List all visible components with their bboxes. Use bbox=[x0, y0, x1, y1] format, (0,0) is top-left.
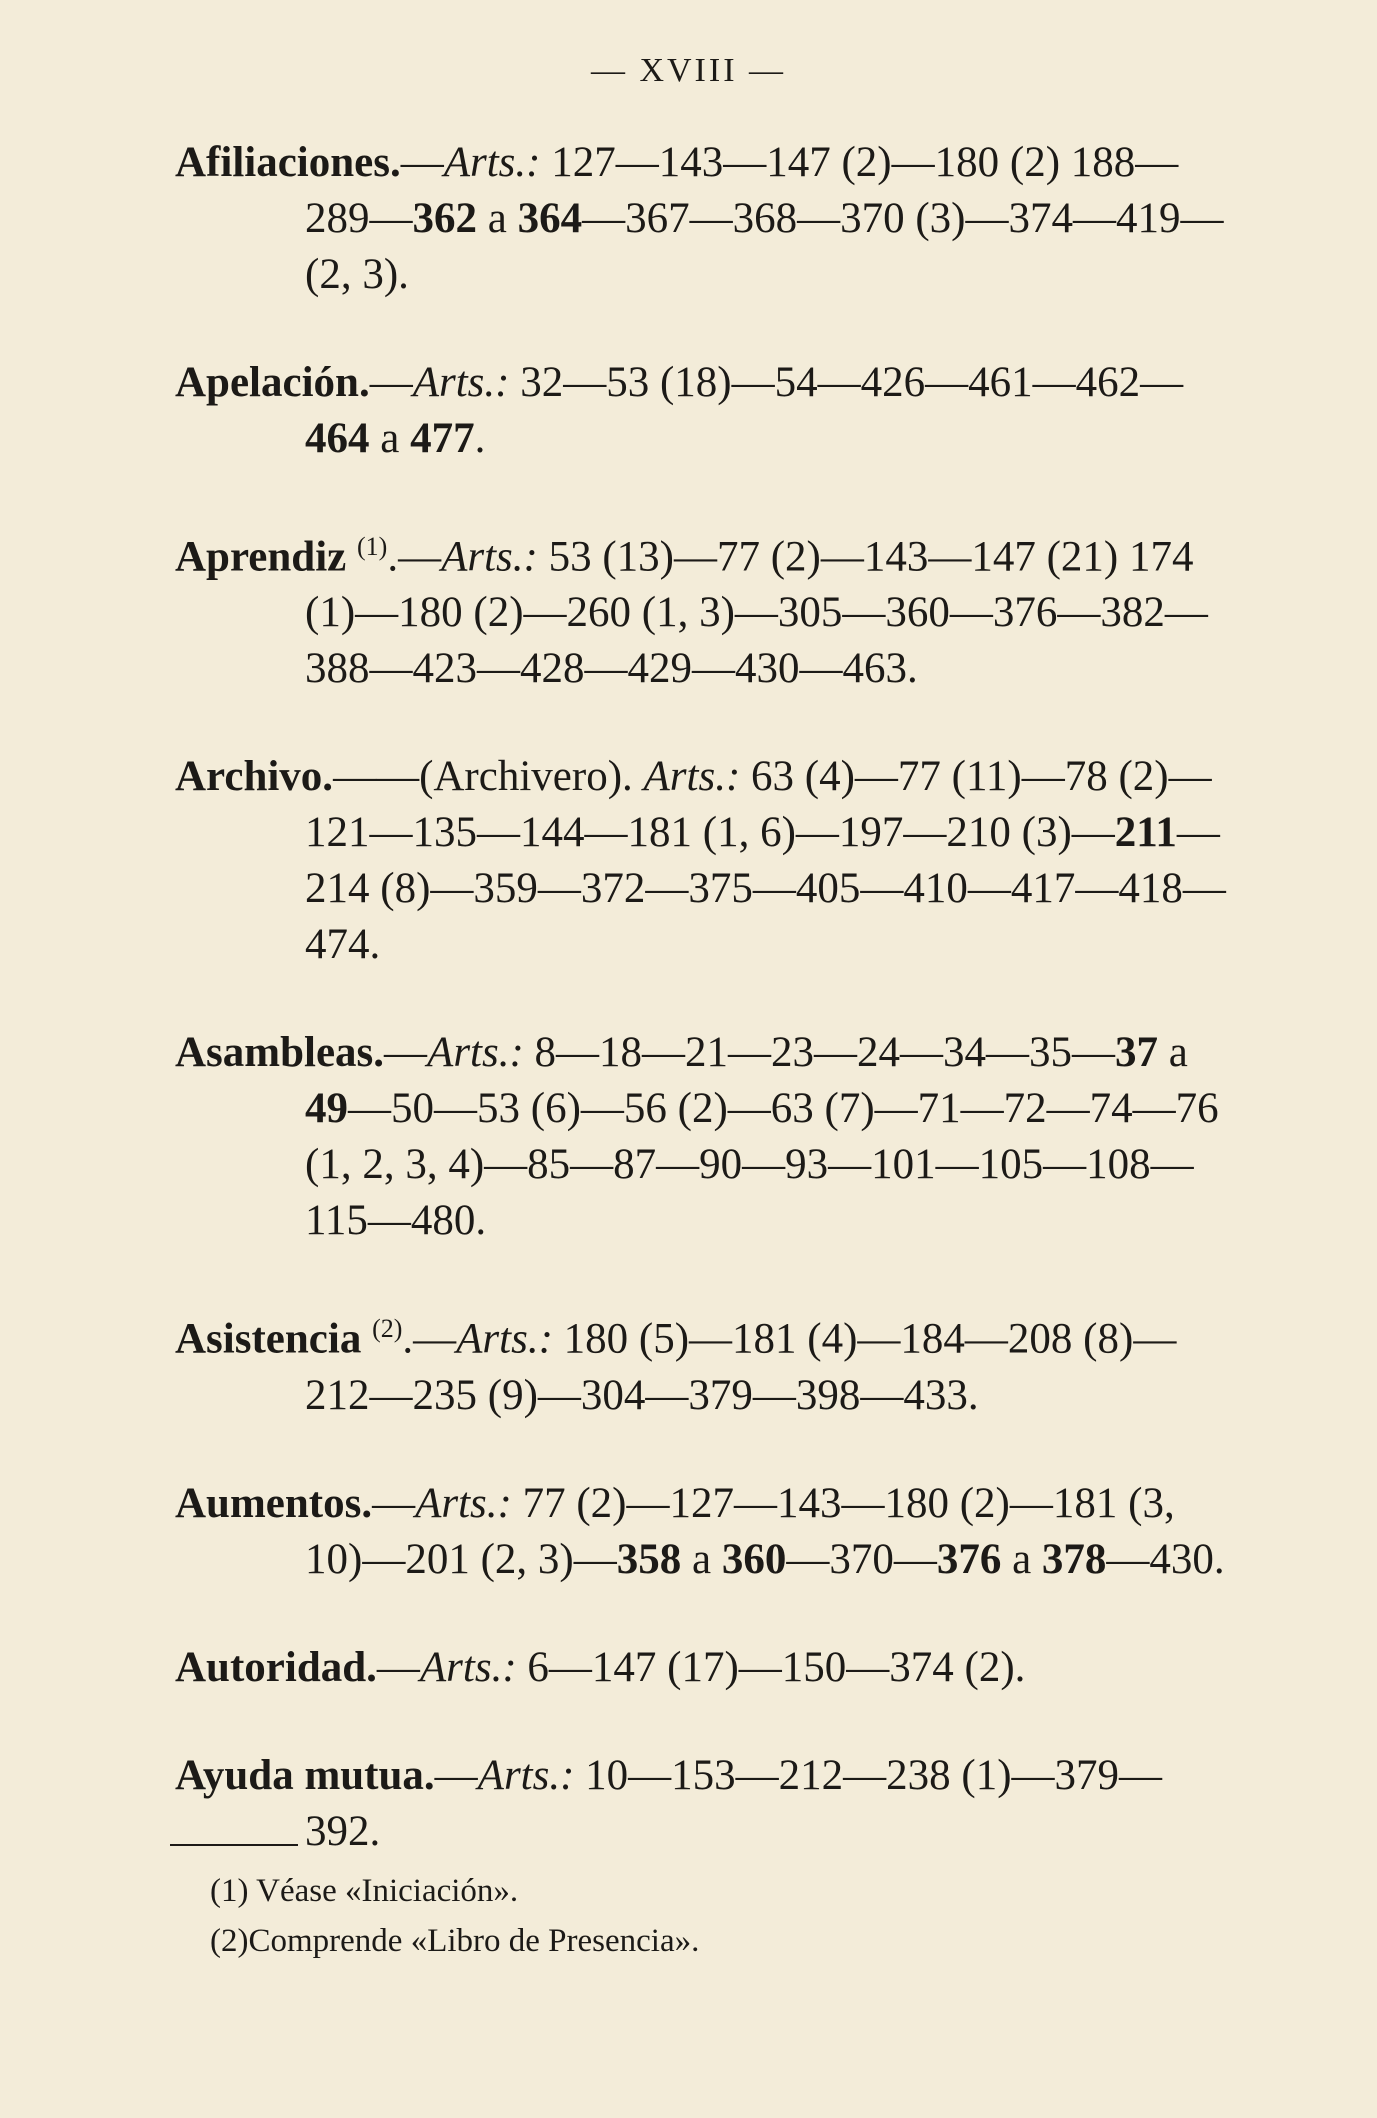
article-range-bold: 37 bbox=[1115, 1029, 1159, 1077]
article-range-bold: 358 bbox=[616, 1535, 682, 1583]
entry-term: Asistencia bbox=[175, 1315, 362, 1363]
entry-term: Aprendiz bbox=[175, 533, 347, 581]
article-list: 6—147 (17)—150—374 (2). bbox=[516, 1643, 1026, 1691]
index-entry: Ayuda mutua.—Arts.: 10—153—212—238 (1)—379—392. bbox=[175, 1751, 1163, 1855]
index-entry: Asistencia $^{(2)}$.—Arts.: 180 (5)—181 (4)—184—208 (8)—212—235 (9)—304—379—398—433. bbox=[175, 1314, 1177, 1419]
article-list: a bbox=[369, 415, 411, 462]
article-list: —214 (8)—359—372—375—405—410—417—418—474. bbox=[305, 809, 1226, 969]
index-entry: Afiliaciones.—Arts.: 127—143—147 (2)—180 (2) 188—289—362 a 364—367—368—370 (3)—374—419—(2, 3). bbox=[175, 139, 1224, 298]
arts-label: Arts.: bbox=[477, 1751, 575, 1799]
index-entry: Aprendiz $^{(1)}$.—Arts.: 53 (13)—77 (2)—143—147 (21) 174 (1)—180 (2)—260 (1, 3)—305—360—376—382—388—423—428—429—430—463. bbox=[175, 532, 1208, 693]
footnote: (1) Véase «Iniciación». bbox=[210, 1873, 519, 1909]
entry-term: Afiliaciones. bbox=[175, 139, 401, 186]
article-range-bold: 477 bbox=[410, 415, 475, 462]
article-range-bold: 360 bbox=[721, 1535, 787, 1583]
article-range-bold: 211 bbox=[1114, 809, 1177, 857]
arts-label: Arts.: bbox=[443, 139, 541, 186]
arts-label: Arts.: bbox=[441, 533, 538, 581]
article-list: 8—18—21—23—24—34—35— bbox=[523, 1029, 1116, 1077]
article-list: 63 (4)—77 (11)—78 (2)—121—135—144—181 (1, 6)—197—210 (3)— bbox=[305, 753, 1212, 857]
arts-label: Arts.: bbox=[419, 1643, 517, 1691]
index-entry: Apelación.—Arts.: 32—53 (18)—54—426—461—462—464 a 477. bbox=[175, 359, 1184, 462]
article-list: a bbox=[1158, 1029, 1188, 1077]
index-entry: Aumentos.—Arts.: 77 (2)—127—143—180 (2)—181 (3, 10)—201 (2, 3)—358 a 360—370—376 a 378—430. bbox=[175, 1479, 1225, 1583]
article-list: —367—368—370 (3)—374—419—(2, 3). bbox=[305, 195, 1224, 298]
footnote-rule bbox=[170, 1844, 298, 1846]
footnote-ref: (1) bbox=[356, 532, 388, 561]
footnote: (2)Comprende «Libro de Presencia». bbox=[210, 1923, 700, 1959]
entry-term: Apelación. bbox=[175, 359, 370, 406]
article-list: a bbox=[1001, 1535, 1042, 1583]
entry-see-also: —(Archivero). bbox=[376, 753, 644, 801]
article-list: . bbox=[474, 415, 486, 462]
arts-label: Arts.: bbox=[643, 753, 741, 801]
article-list: 32—53 (18)—54—426—461—462— bbox=[509, 359, 1184, 406]
entry-term: Asambleas. bbox=[175, 1029, 385, 1077]
article-list: 53 (13)—77 (2)—143—147 (21) 174 (1)—180 (2)—260 (1, 3)—305—360—376—382—388—423—428—429—430—463. bbox=[305, 533, 1208, 693]
footnotes bbox=[210, 1866, 699, 1966]
article-list: —430. bbox=[1106, 1535, 1225, 1583]
page-header: — XVIII — bbox=[590, 52, 787, 89]
article-list: 10—153—212—238 (1)—379—392. bbox=[305, 1751, 1163, 1855]
article-list: 180 (5)—181 (4)—184—208 (8)—212—235 (9)—304—379—398—433. bbox=[305, 1315, 1177, 1419]
article-range-bold: 464 bbox=[305, 415, 370, 462]
arts-label: Arts.: bbox=[415, 1479, 512, 1527]
article-range-bold: 49 bbox=[305, 1085, 348, 1133]
article-range-bold: 362 bbox=[412, 195, 477, 242]
arts-label: Arts.: bbox=[456, 1315, 553, 1363]
arts-label: Arts.: bbox=[412, 359, 510, 406]
article-range-bold: 364 bbox=[517, 195, 583, 242]
arts-label: Arts.: bbox=[427, 1029, 524, 1077]
article-range-bold: 376 bbox=[936, 1535, 1002, 1583]
entry-term: Aumentos. bbox=[175, 1479, 373, 1527]
article-list: a bbox=[681, 1535, 722, 1583]
article-list: —50—53 (6)—56 (2)—63 (7)—71—72—74—76 (1, 2, 3, 4)—85—87—90—93—101—105—108—115—480. bbox=[305, 1085, 1219, 1245]
entry-term: Ayuda mutua. bbox=[175, 1751, 435, 1799]
footnote-ref: (2) bbox=[372, 1314, 403, 1344]
article-list: a bbox=[477, 195, 518, 242]
index-entry: Archivo.——(Archivero). Arts.: 63 (4)—77 (11)—78 (2)—121—135—144—181 (1, 6)—197—210 (3)—211—214 (8)—359—372—375—405—410—417—418—474. bbox=[175, 753, 1226, 969]
article-list: —370— bbox=[786, 1535, 937, 1583]
article-list: 77 (2)—127—143—180 (2)—181 (3, 10)—201 (2, 3)— bbox=[305, 1479, 1175, 1583]
article-list: 127—143—147 (2)—180 (2) 188—289— bbox=[305, 139, 1179, 242]
entry-term: Archivo. bbox=[175, 753, 334, 801]
index-entry: Autoridad.—Arts.: 6—147 (17)—150—374 (2). bbox=[175, 1643, 1026, 1691]
index-entry: Asambleas.—Arts.: 8—18—21—23—24—34—35—37 a 49—50—53 (6)—56 (2)—63 (7)—71—72—74—76 (1, 2, 3, 4)—85—87—90—93—101—105—108—115—480. bbox=[175, 1029, 1219, 1245]
entry-term: Autoridad. bbox=[175, 1643, 377, 1691]
article-range-bold: 378 bbox=[1041, 1535, 1107, 1583]
index-entries bbox=[175, 135, 1235, 1912]
